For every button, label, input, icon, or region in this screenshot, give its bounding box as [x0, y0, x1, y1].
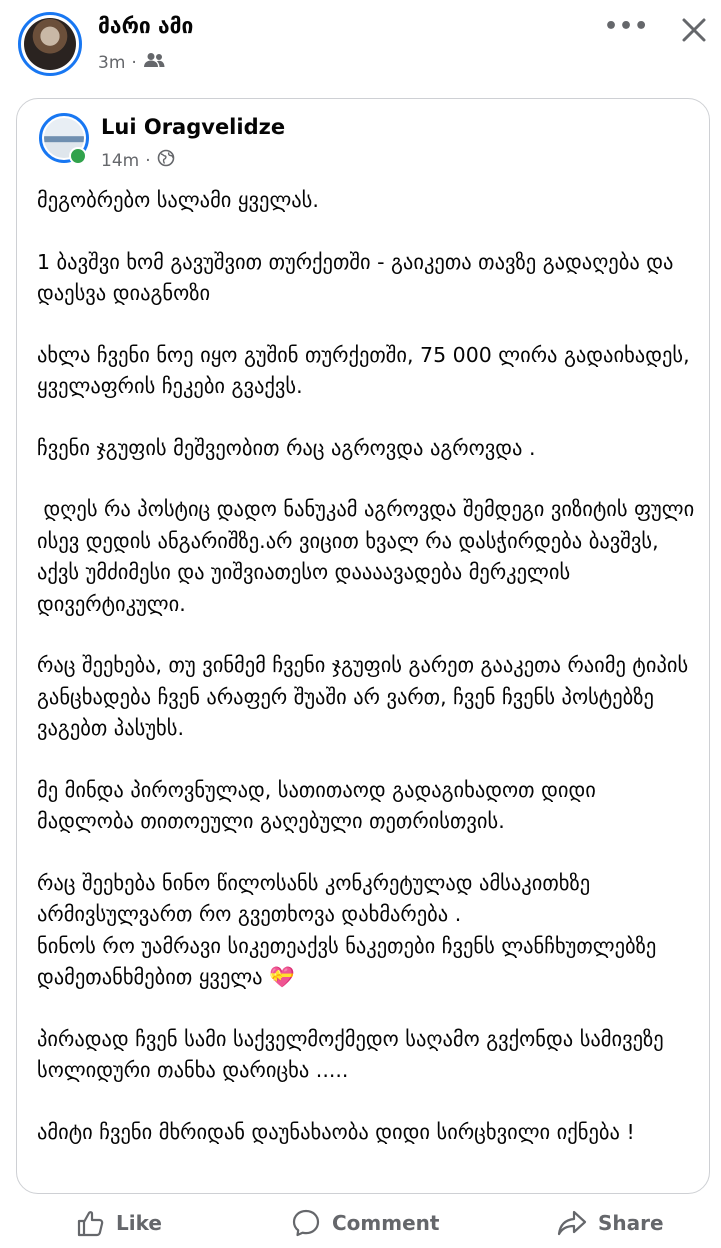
more-options-button[interactable]: ••• [604, 14, 650, 39]
thumbs-up-icon [76, 1208, 106, 1238]
online-status-indicator [69, 147, 87, 165]
post-paragraph: ჩვენი ჯგუფის მეშვეობით რაც აგროვდა აგროვდა . [37, 435, 536, 460]
post-paragraph: პირადად ჩვენ სამი საქველმოქმედო საღამო გვქონდა სამივეზე სოლიდური თანხა დარიცხა ..... [37, 1026, 671, 1082]
post-paragraph: რაც შეეხება, თუ ვინმემ ჩვენი ჯგუფის გარეთ გააკეთა რაიმე ტიპის განცხადება ჩვენ არაფერ შუაში არ ვართ, ჩვენ ჩვენს პოსტებზე ვაგებთ პასუხს. [37, 653, 695, 740]
shared-author-name[interactable]: Lui Oragvelidze [101, 115, 286, 139]
post-paragraph: რაც შეეხება ნინო წილოსანს კონკრეტულად ამსაკითხზე არმივსულვართ რო გვეთხოვა დახმარება . ნინოს რო უამრავი სიკეთეაქვს ნაკეთები ჩვენს ლანჩხუთლებზე დამეთანხმებით ყველა 💝 [37, 870, 657, 989]
comment-label: Comment [332, 1211, 440, 1235]
like-button[interactable] [76, 1204, 162, 1242]
outer-post-time[interactable]: 3m [98, 52, 126, 73]
meta-separator: · [145, 150, 151, 171]
globe-icon [157, 149, 175, 172]
shared-post-time[interactable]: 14m [101, 150, 140, 171]
share-icon [556, 1208, 588, 1238]
avatar-image [24, 18, 76, 70]
post-paragraph: მეგობრებო სალამი ყველას. [37, 188, 319, 212]
post-paragraph: 1 ბავშვი ხომ გავუშვით თურქეთში - გაიკეთა თავზე გადაღება და დაესვა დიაგნოზი [37, 249, 680, 305]
comment-icon [290, 1207, 322, 1239]
outer-post-header [0, 0, 721, 96]
post-paragraph: დღეს რა პოსტიც დადო ნანუკამ აგროვდა შემდეგი ვიზიტის ფული ისევ დედის ანგარიშზე.არ ვიცით ხვალ რა დასჭირდება ბავშვს, აქვს უმძიმესი და უიშვიათესო დაააავადება მერკელის დივერტიკული. [37, 497, 701, 616]
shared-post-card[interactable] [16, 98, 710, 1194]
meta-separator: · [131, 52, 137, 73]
action-bar [0, 1198, 721, 1248]
post-paragraph: ახლა ჩვენი ნოე იყო გუშინ თურქეთში, 75 000 ლირა გადაიხადეს, ყველაფრის ჩეკები გვაქვს. [37, 342, 697, 398]
outer-post-meta [98, 52, 165, 73]
outer-author-name[interactable]: მარი ამი [98, 14, 194, 38]
share-label: Share [598, 1211, 664, 1235]
post-text [37, 185, 701, 1148]
comment-button[interactable] [290, 1204, 439, 1242]
close-icon [676, 12, 712, 48]
share-button[interactable] [556, 1204, 664, 1242]
shared-post-meta [101, 149, 175, 172]
post-paragraph: ამიტი ჩვენი მხრიდან დაუნახაობა დიდი სირცხვილი იქნება ! [37, 1119, 635, 1144]
post-paragraph: მე მინდა პიროვნულად, სათითაოდ გადაგიხადოთ დიდი მადლობა თითოეული გაღებული თეთრისთვის. [37, 777, 603, 833]
avatar[interactable] [18, 12, 82, 76]
close-button[interactable] [676, 12, 712, 48]
like-label: Like [116, 1211, 162, 1235]
friends-icon [143, 52, 165, 73]
